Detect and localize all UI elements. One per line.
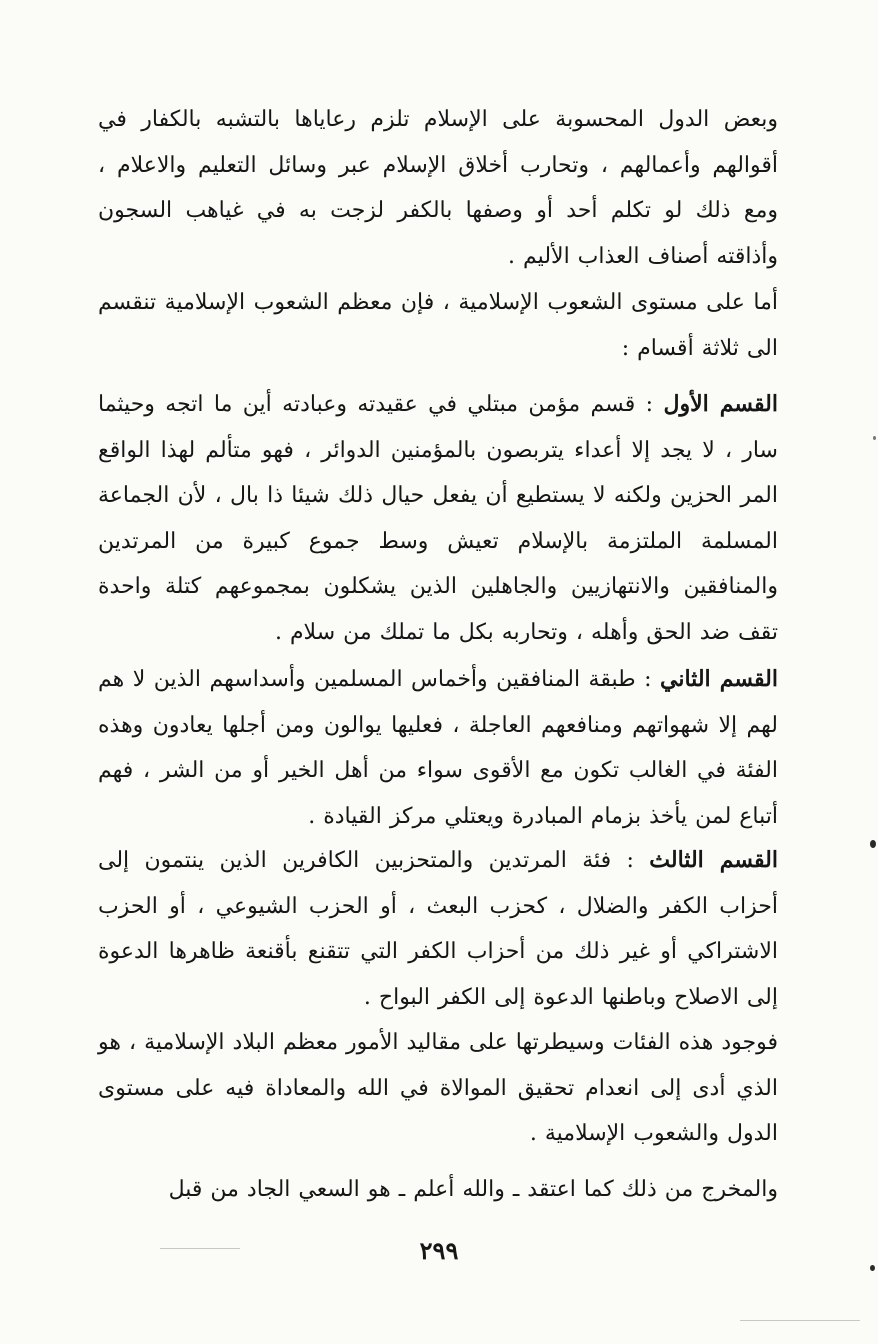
scan-edge-line	[160, 1248, 240, 1249]
paragraph-1-text: وبعض الدول المحسوبة على الإسلام تلزم رعاياها بالتشبه بالكفار في أقوالهم وأعمالهم ، وتحارب أخلاق الإسلام عبر وسائل التعليم والاعلام ، ومع ذلك لو تكلم أحد أو وصفها بالكفر لزجت به في غياهب السجون وأذاقته أصناف العذاب الأليم .	[98, 107, 779, 269]
paragraph-5-text: : فئة المرتدين والمتحزبين الكافرين الذين ينتمون إلى أحزاب الكفر والضلال ، كحزب البعث ، أو الحزب الشيوعي ، أو الحزب الاشتراكي أو غير ذلك من أحزاب الكفر التي تتقنع بأقنعة ظاهرها الدعوة إلى الاصلاح وباطنها الدعوة إلى الكفر البواح .	[98, 848, 778, 1010]
paragraph-6-text: فوجود هذه الفئات وسيطرتها على مقاليد الأمور معظم البلاد الإسلامية ، هو الذي أدى إلى انعدام تحقيق الموالاة في الله والمعاداة فيه على مستوى الدول والشعوب الإسلامية .	[98, 1030, 778, 1146]
section-1-label: القسم الأول	[663, 391, 779, 417]
paragraph-5	[98, 838, 778, 1020]
paragraph-4-text: : طبقة المنافقين وأخماس المسلمين وأسداسهم الذين لا هم لهم إلا شهواتهم ومنافعهم العاجلة ، فعليها يوالون ومن أجلها يعادون وهذه الفئة في الغالب تكون مع الأقوى سواء من أهل الخير أو من الشر ، فهم أتباع لمن يأخذ بزمام المبادرة ويعتلي مركز القيادة .	[98, 667, 778, 829]
section-3-label: القسم الثالث	[649, 847, 778, 873]
scan-speck	[870, 840, 876, 848]
paragraph-2	[98, 280, 778, 371]
paragraph-3-text: : قسم مؤمن مبتلي في عقيدته وعبادته أين ما اتجه وحيثما سار ، لا يجد إلا أعداء يتربصون بالمؤمنين الدوائر ، فهو متألم لهذا الواقع المر الحزين ولكنه لا يستطيع أن يفعل حيال ذلك شيئا ذا بال ، لأن الجماعة المسلمة الملتزمة بالإسلام تعيش وسط جموع كبيرة من المرتدين والمنافقين والانتهازيين والجاهلين الذين يشكلون بمجموعهم كتلة واحدة تقف ضد الحق وأهله ، وتحاربه بكل ما تملك من سلام .	[98, 392, 778, 645]
paragraph-7	[98, 1167, 778, 1213]
paragraph-2-text: أما على مستوى الشعوب الإسلامية ، فإن معظم الشعوب الإسلامية تنقسم الى ثلاثة أقسام :	[98, 290, 778, 361]
scan-speck	[873, 436, 876, 440]
paragraph-6	[98, 1020, 778, 1157]
paragraph-1	[98, 97, 778, 279]
section-2-label: القسم الثاني	[660, 666, 778, 692]
paragraph-7-text: والمخرج من ذلك كما اعتقد ـ والله أعلم ـ هو السعي الجاد من قبل	[168, 1177, 778, 1202]
scan-speck	[870, 1265, 875, 1271]
paragraph-4	[98, 657, 778, 839]
page-number: ٢٩٩	[419, 1236, 459, 1265]
paragraph-3	[98, 382, 778, 655]
scan-edge-line	[740, 1320, 860, 1321]
